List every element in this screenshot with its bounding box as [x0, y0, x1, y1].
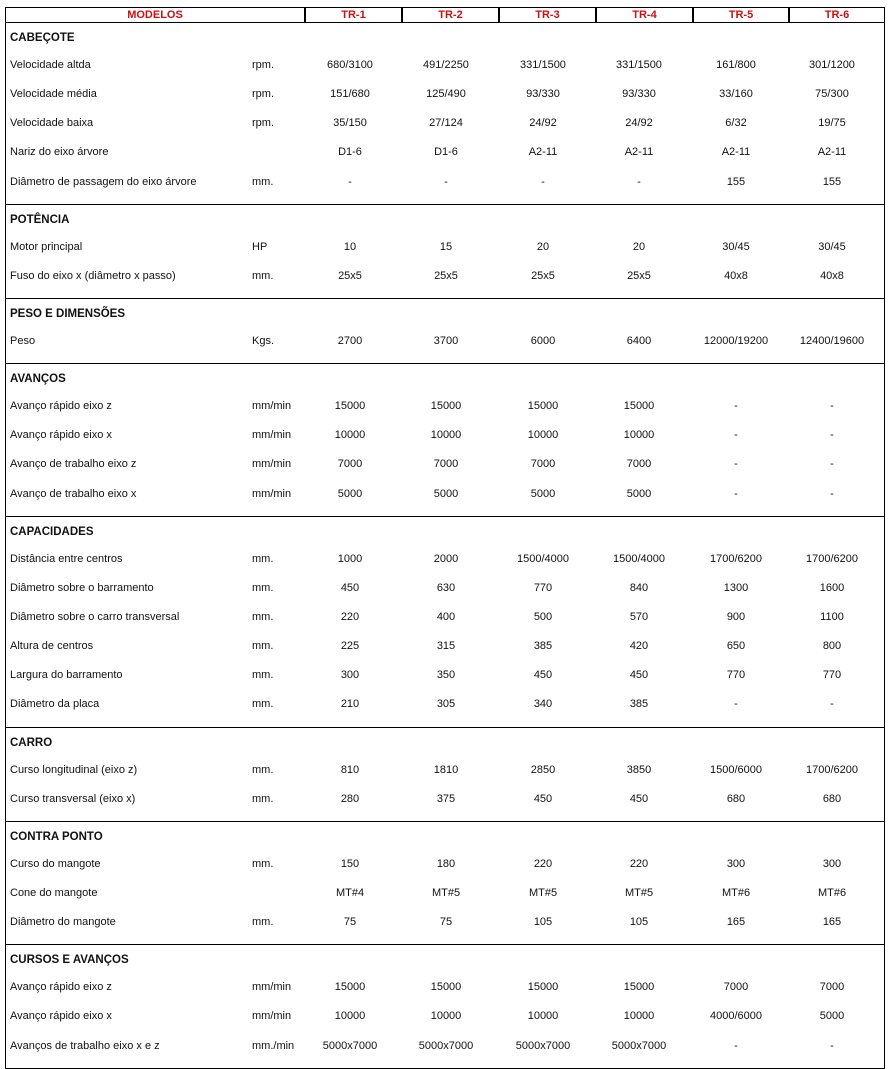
- spec-row: [6, 697, 884, 726]
- spec-value: 24/92: [625, 117, 653, 130]
- spec-unit: mm/min: [252, 400, 292, 413]
- spec-value: 180: [436, 857, 456, 870]
- spec-value: 350: [436, 669, 456, 682]
- spec-value: 5000: [530, 487, 556, 500]
- spec-value: 1700/6200: [806, 763, 858, 776]
- spec-value: -: [830, 429, 834, 442]
- spec-section: [5, 299, 885, 364]
- spec-row: [6, 269, 884, 298]
- spec-value: 7000: [723, 981, 749, 994]
- spec-value: 331/1500: [616, 59, 662, 71]
- section-title: CAPACIDADES: [10, 525, 94, 538]
- spec-value: 161/800: [716, 59, 756, 71]
- spec-label: Avanço rápido eixo x: [10, 1010, 112, 1023]
- spec-value: 15: [439, 240, 453, 253]
- spec-value: 630: [436, 581, 456, 594]
- spec-value: 4000/6000: [710, 1010, 762, 1023]
- spec-value: 1810: [433, 763, 459, 776]
- spec-unit: HP: [252, 240, 268, 253]
- spec-value: 1100: [820, 610, 844, 623]
- spec-unit: mm/min: [252, 458, 292, 471]
- spec-value: 25x5: [434, 269, 458, 282]
- spec-value: -: [444, 175, 448, 188]
- spec-value: 7000: [626, 458, 652, 471]
- spec-row: [6, 668, 884, 697]
- spec-row: [6, 240, 884, 269]
- spec-value: 340: [533, 698, 553, 711]
- models-header-row: [5, 7, 885, 23]
- spec-value: MT#5: [431, 886, 461, 899]
- spec-value: 1700/6200: [710, 552, 762, 565]
- spec-value: 15000: [623, 981, 655, 994]
- spec-label: Diâmetro do mangote: [10, 916, 116, 929]
- spec-value: 450: [533, 792, 553, 805]
- spec-value: 500: [533, 610, 553, 623]
- spec-value: 10: [343, 240, 357, 253]
- spec-unit: mm/min: [252, 1010, 292, 1023]
- spec-value: 75/300: [815, 88, 849, 101]
- spec-value: 305: [436, 698, 456, 711]
- spec-value: -: [541, 175, 545, 188]
- spec-label: Avanço rápido eixo x: [10, 429, 112, 442]
- spec-value: 420: [629, 640, 649, 653]
- spec-value: 300: [726, 857, 746, 870]
- spec-value: 15000: [334, 400, 366, 413]
- spec-value: 15000: [623, 400, 655, 413]
- spec-value: 15000: [430, 400, 462, 413]
- spec-unit: mm.: [252, 269, 274, 282]
- spec-section: [5, 517, 885, 728]
- spec-value: 5000: [626, 487, 652, 500]
- spec-unit: mm/min: [252, 487, 292, 500]
- spec-unit: mm.: [252, 610, 274, 623]
- spec-value: 165: [822, 916, 842, 929]
- spec-value: 810: [340, 763, 360, 776]
- spec-unit: mm.: [252, 669, 274, 682]
- section-title: CARRO: [10, 736, 53, 749]
- spec-value: 93/330: [622, 88, 656, 101]
- spec-row: [6, 639, 884, 668]
- spec-value: 19/75: [818, 117, 846, 130]
- spec-value: 7000: [819, 981, 845, 994]
- spec-unit: rpm.: [252, 88, 274, 101]
- model-header-cell: TR-2: [402, 7, 499, 23]
- spec-value: 2700: [337, 334, 363, 347]
- spec-value: 5000x7000: [418, 1039, 474, 1052]
- spec-row: [6, 581, 884, 610]
- spec-label: Diâmetro de passagem do eixo árvore: [10, 175, 197, 188]
- spec-value: 300: [340, 669, 360, 682]
- spec-value: A2-11: [624, 146, 654, 159]
- spec-value: 570: [629, 610, 649, 623]
- spec-value: 840: [629, 581, 649, 594]
- spec-value: 5000x7000: [515, 1039, 571, 1052]
- spec-label: Diâmetro sobre o barramento: [10, 581, 154, 594]
- spec-value: 1600: [819, 581, 845, 594]
- spec-label: Cone do mangote: [10, 886, 98, 899]
- spec-section: [5, 205, 885, 299]
- spec-unit: mm.: [252, 640, 274, 653]
- section-title: POTÊNCIA: [10, 213, 70, 226]
- spec-unit: mm.: [252, 916, 274, 929]
- spec-value: 1300: [723, 581, 749, 594]
- spec-value: 7000: [530, 458, 556, 471]
- spec-value: 680: [726, 792, 746, 805]
- spec-value: 385: [533, 640, 553, 653]
- spec-value: 1000: [337, 552, 363, 565]
- spec-value: 301/1200: [809, 59, 855, 71]
- spec-value: 220: [629, 857, 649, 870]
- spec-value: 5000: [433, 487, 459, 500]
- spec-unit: mm.: [252, 698, 274, 711]
- spec-label: Curso longitudinal (eixo z): [10, 763, 138, 776]
- spec-value: 10000: [334, 1010, 366, 1023]
- spec-value: 220: [340, 610, 360, 623]
- spec-label: Largura do barramento: [10, 669, 123, 682]
- spec-value: 491/2250: [423, 59, 469, 71]
- spec-value: 20: [536, 240, 550, 253]
- model-header-cell: TR-1: [305, 7, 402, 23]
- spec-label: Avanço de trabalho eixo x: [10, 487, 137, 500]
- spec-value: 450: [533, 669, 553, 682]
- spec-value: 35/150: [333, 117, 367, 130]
- spec-value: 10000: [527, 429, 559, 442]
- spec-label: Altura de centros: [10, 640, 94, 653]
- spec-value: 280: [340, 792, 360, 805]
- spec-row: [6, 1009, 884, 1038]
- spec-unit: mm.: [252, 763, 274, 776]
- spec-label: Avanço rápido eixo z: [10, 400, 112, 413]
- spec-value: 5000: [819, 1010, 845, 1023]
- spec-row: [6, 428, 884, 457]
- spec-value: 1500/6000: [710, 763, 762, 776]
- spec-value: 3850: [626, 763, 652, 776]
- spec-label: Motor principal: [10, 240, 83, 253]
- spec-value: A2-11: [528, 146, 558, 159]
- spec-value: 2850: [530, 763, 556, 776]
- spec-unit: rpm.: [252, 59, 274, 71]
- spec-value: 105: [533, 916, 553, 929]
- spec-label: Curso transversal (eixo x): [10, 792, 136, 805]
- spec-value: 6000: [530, 334, 556, 347]
- spec-row: [6, 886, 884, 915]
- spec-value: -: [734, 400, 738, 413]
- spec-value: 400: [436, 610, 456, 623]
- section-title: CURSOS E AVANÇOS: [10, 954, 129, 967]
- spec-row: [6, 58, 884, 87]
- spec-value: 15000: [430, 981, 462, 994]
- spec-value: 75: [439, 916, 453, 929]
- spec-value: 20: [632, 240, 646, 253]
- spec-value: 375: [436, 792, 456, 805]
- spec-row: [6, 915, 884, 944]
- spec-value: D1-6: [434, 146, 458, 159]
- models-header-label: MODELOS: [5, 7, 305, 23]
- spec-value: MT#4: [335, 886, 365, 899]
- spec-value: 300: [822, 857, 842, 870]
- spec-value: 151/680: [330, 88, 370, 101]
- spec-value: 12000/19200: [703, 334, 769, 347]
- spec-value: 40x8: [724, 269, 748, 282]
- spec-label: Peso: [10, 334, 36, 347]
- model-header-cell: TR-3: [499, 7, 596, 23]
- model-header-cell: TR-5: [693, 7, 789, 23]
- spec-value: 315: [436, 640, 456, 653]
- section-title: CABEÇOTE: [10, 32, 75, 44]
- spec-value: 10000: [430, 1010, 462, 1023]
- spec-value: 680/3100: [327, 59, 373, 71]
- spec-value: 75: [343, 916, 357, 929]
- spec-value: 155: [822, 175, 842, 188]
- spec-unit: mm.: [252, 792, 274, 805]
- spec-section: [5, 23, 885, 205]
- spec-value: 33/160: [719, 88, 753, 101]
- spec-row: [6, 175, 884, 204]
- spec-value: MT#6: [721, 886, 751, 899]
- spec-value: -: [637, 175, 641, 188]
- spec-value: -: [734, 458, 738, 471]
- section-title: PESO E DIMENSÕES: [10, 307, 126, 320]
- spec-value: 10000: [623, 429, 655, 442]
- spec-label: Avanço de trabalho eixo z: [10, 458, 137, 471]
- spec-value: 3700: [433, 334, 459, 347]
- spec-value: 15000: [527, 400, 559, 413]
- spec-value: -: [734, 698, 738, 711]
- spec-value: -: [734, 1039, 738, 1052]
- spec-value: 2000: [433, 552, 459, 565]
- spec-label: Avanço rápido eixo z: [10, 981, 112, 994]
- spec-value: 680: [822, 792, 842, 805]
- spec-value: 40x8: [820, 269, 844, 282]
- spec-unit: mm.: [252, 552, 274, 565]
- spec-value: 385: [629, 698, 649, 711]
- spec-row: [6, 334, 884, 363]
- spec-label: Velocidade altda: [10, 59, 91, 71]
- spec-section: [5, 945, 885, 1068]
- spec-value: 105: [629, 916, 649, 929]
- spec-value: 93/330: [526, 88, 560, 101]
- spec-row: [6, 552, 884, 581]
- spec-sections: [5, 23, 885, 1069]
- spec-value: 450: [629, 669, 649, 682]
- spec-value: 12400/19600: [799, 334, 865, 347]
- spec-section: [5, 822, 885, 945]
- spec-value: 7000: [337, 458, 363, 471]
- spec-value: 30/45: [818, 240, 846, 253]
- spec-value: 5000x7000: [611, 1039, 667, 1052]
- spec-value: 125/490: [426, 88, 466, 101]
- spec-row: [6, 116, 884, 145]
- spec-unit: Kgs.: [252, 334, 275, 347]
- spec-value: 900: [726, 610, 746, 623]
- spec-section: [5, 364, 885, 517]
- spec-label: Velocidade baixa: [10, 117, 94, 130]
- spec-label: Avanços de trabalho eixo x e z: [10, 1039, 160, 1052]
- spec-value: 15000: [527, 981, 559, 994]
- spec-value: 25x5: [627, 269, 651, 282]
- spec-value: 1700/6200: [806, 552, 858, 565]
- spec-value: 650: [726, 640, 746, 653]
- spec-value: 25x5: [531, 269, 555, 282]
- spec-value: 1500/4000: [517, 552, 569, 565]
- spec-row: [6, 87, 884, 116]
- spec-value: 10000: [334, 429, 366, 442]
- section-title: CONTRA PONTO: [10, 830, 103, 843]
- spec-label: Fuso do eixo x (diâmetro x passo): [10, 269, 176, 282]
- spec-row: [6, 792, 884, 821]
- spec-row: [6, 487, 884, 516]
- spec-value: 7000: [433, 458, 459, 471]
- spec-value: 770: [533, 581, 553, 594]
- spec-value: -: [734, 487, 738, 500]
- spec-value: 6/32: [725, 117, 747, 130]
- spec-value: A2-11: [721, 146, 751, 159]
- spec-row: [6, 1039, 884, 1068]
- spec-row: [6, 457, 884, 486]
- model-header-cell: TR-4: [596, 7, 693, 23]
- spec-value: 770: [726, 669, 746, 682]
- spec-value: -: [830, 698, 834, 711]
- spec-value: 165: [726, 916, 746, 929]
- spec-value: -: [830, 487, 834, 500]
- spec-sheet: [5, 7, 885, 1069]
- spec-unit: mm.: [252, 857, 274, 870]
- spec-value: -: [830, 1039, 834, 1052]
- spec-value: MT#5: [624, 886, 654, 899]
- spec-value: -: [830, 458, 834, 471]
- spec-unit: mm/min: [252, 429, 292, 442]
- spec-value: 155: [726, 175, 746, 188]
- spec-value: 800: [822, 640, 842, 653]
- spec-value: 24/92: [529, 117, 557, 130]
- spec-row: [6, 610, 884, 639]
- spec-value: MT#5: [528, 886, 558, 899]
- spec-row: [6, 857, 884, 886]
- spec-value: 450: [340, 581, 360, 594]
- spec-value: 770: [822, 669, 842, 682]
- spec-row: [6, 399, 884, 428]
- spec-value: 30/45: [722, 240, 750, 253]
- spec-label: Velocidade média: [10, 88, 97, 101]
- spec-unit: mm.: [252, 581, 274, 594]
- spec-value: -: [830, 400, 834, 413]
- spec-value: 5000: [337, 487, 363, 500]
- spec-row: [6, 763, 884, 792]
- model-header-cell: TR-6: [789, 7, 885, 23]
- spec-value: A2-11: [817, 146, 847, 159]
- spec-value: 10000: [527, 1010, 559, 1023]
- spec-unit: rpm.: [252, 117, 274, 130]
- spec-value: 225: [340, 640, 360, 653]
- spec-row: [6, 145, 884, 174]
- spec-value: 220: [533, 857, 553, 870]
- spec-value: 331/1500: [520, 59, 566, 71]
- spec-value: 27/124: [429, 117, 463, 130]
- spec-label: Diâmetro da placa: [10, 698, 100, 711]
- spec-unit: mm/min: [252, 981, 292, 994]
- spec-unit: mm./min: [252, 1039, 295, 1052]
- spec-unit: mm.: [252, 175, 274, 188]
- section-title: AVANÇOS: [10, 373, 66, 386]
- spec-label: Curso do mangote: [10, 857, 101, 870]
- spec-value: 210: [340, 698, 360, 711]
- spec-value: 25x5: [338, 269, 362, 282]
- spec-value: 10000: [430, 429, 462, 442]
- spec-label: Nariz do eixo árvore: [10, 146, 109, 159]
- spec-value: D1-6: [338, 146, 362, 159]
- spec-value: -: [348, 175, 352, 188]
- spec-value: 1500/4000: [613, 552, 665, 565]
- spec-value: 6400: [626, 334, 652, 347]
- spec-value: 450: [629, 792, 649, 805]
- spec-value: 10000: [623, 1010, 655, 1023]
- spec-value: 5000x7000: [322, 1039, 378, 1052]
- spec-label: Diâmetro sobre o carro transversal: [10, 610, 180, 623]
- spec-row: [6, 980, 884, 1009]
- spec-value: MT#6: [817, 886, 847, 899]
- spec-value: 15000: [334, 981, 366, 994]
- spec-value: 150: [340, 857, 360, 870]
- spec-section: [5, 728, 885, 822]
- spec-label: Distância entre centros: [10, 552, 123, 565]
- spec-value: -: [734, 429, 738, 442]
